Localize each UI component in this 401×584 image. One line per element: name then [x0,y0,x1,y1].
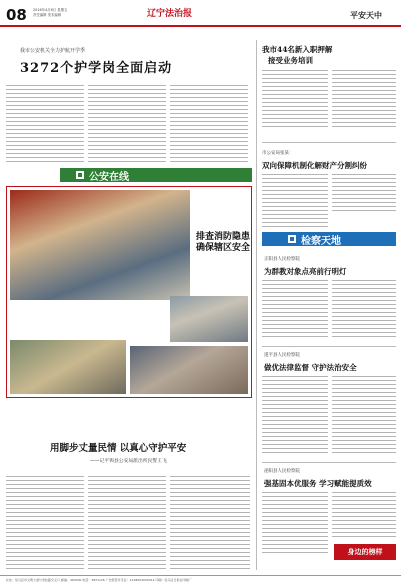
bottom-body-col1 [6,476,84,572]
section-title: 平安天中 [350,11,382,20]
lead-body-col2 [88,85,166,163]
right-item1-kicker: 正阳县人民检察院 [264,257,300,262]
right-mid-body-col1 [262,174,328,230]
lead-body-col1 [6,85,84,163]
editor-line: 责任编辑 美术编辑 [33,12,62,17]
photo-fire-inspection-main [10,190,190,300]
right-divider [262,462,396,463]
photo-inspection-right [130,346,248,394]
right-item2-body-col1 [262,376,328,456]
right-mid-headline: 双向保障机制化解财产分割纠纷 [262,161,367,170]
bottom-headline: 用脚步丈量民情 以真心守护平安 [50,443,187,454]
photo-inspection-left [10,340,126,394]
lead-body-col3 [170,85,248,163]
page-number: 08 [6,6,27,24]
square-icon [76,171,84,179]
right-item2-kicker: 遂平县人民检察院 [264,353,300,358]
photo-box-title [196,232,250,254]
bottom-subheadline: ——记平舆县公安局派出所民警王飞 [90,459,167,464]
photo-title-line1: 排查消防隐患 [196,232,251,242]
right-top-body-col2 [332,70,396,128]
right-top-body-col1 [262,70,328,128]
lead-headline: 3272个护学岗全面启动 [20,61,173,76]
header-rule [0,25,401,27]
procurator-section-band [262,232,396,246]
right-top-headline: 我市44名新入职押解 [262,45,333,54]
bottom-body-col2 [88,476,166,572]
page-footer: 社址：驻马店市文明大道与雪松路交叉口 邮编：463000 电话：3831126 广告经营许可证：4128004000014 印刷：驻马店日报社印刷厂 [0,575,401,584]
right-item3-headline: 强基固本优服务 学习赋能提质效 [264,479,372,488]
right-top-subheadline: 接受业务培训 [268,56,313,65]
right-item1-body-col2 [332,280,396,340]
right-mid-kicker: 市公安局张某： [262,151,294,156]
photo-title-line2: 确保辖区安全 [196,243,251,253]
procurator-band-label: 检察天地 [301,235,341,247]
lead-kicker: 我市公安机关全力护航开学季 [20,48,86,54]
right-item3-body-col1 [262,492,328,554]
police-section-band [60,168,252,182]
column-divider [256,40,257,570]
date-line: 2016年4月8日 星期五 [33,8,68,12]
right-divider [262,142,396,143]
right-item2-headline: 做优法律监督 守护法治安全 [264,363,357,372]
right-item3-kicker: 泌阳县人民检察院 [264,469,300,474]
square-icon [288,235,296,243]
police-band-label: 公安在线 [89,171,129,183]
right-item3-body-col2 [332,492,396,538]
photo-inspection-small [170,296,248,342]
right-item2-body-col2 [332,376,396,456]
newspaper-logo: 辽宁法治报 [147,9,193,19]
bottom-body-col3 [170,476,250,572]
right-divider [262,346,396,347]
header-meta [33,8,67,17]
right-item1-headline: 为群教对象点亮前行明灯 [264,267,347,276]
right-mid-body-col2 [332,174,396,214]
promo-badge: 身边的榜样 [334,544,396,560]
right-item1-body-col1 [262,280,328,340]
